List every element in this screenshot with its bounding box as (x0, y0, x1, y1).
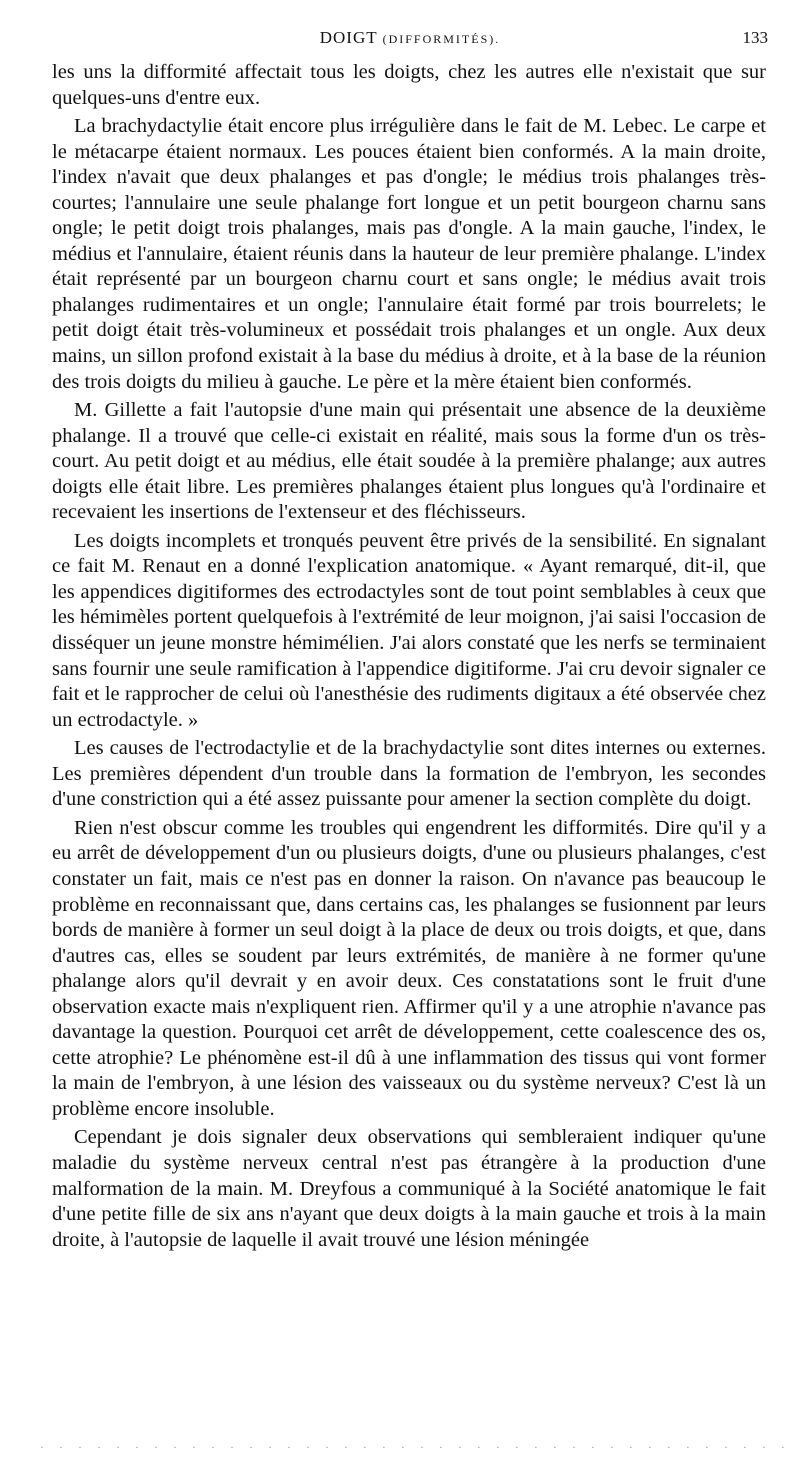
page-header (52, 28, 768, 58)
paragraph-4: Les doigts incomplets et tronqués peuvent être privés de la sensibilité. En signalant ce fait M. Renaut en a donné l'explication anatomique. « Ayant remarqué, dit-il, que les appendices digitiformes des ectrodactyles sont de tout point semblables à ceux que les hémimèles portent quelquefois à l'extrémité de leur moignon, j'ai saisi l'occasion de disséquer un jeune monstre hémimélien. J'ai alors constaté que les nerfs se terminaient sans fournir une seule ramification à l'appendice digitiforme. J'ai cru devoir signaler ce fait et le rapprocher de celui où l'anesthésie des rudiments digitaux a été observée chez un ectrodactyle. » (52, 529, 766, 731)
paragraph-6: Rien n'est obscur comme les troubles qui engendrent les difformités. Dire qu'il y a eu arrêt de développement d'un ou plusieurs doigts, d'une ou plusieurs phalanges, c'est constater un fait, mais ce n'est pas en donner la raison. On n'avance pas beaucoup le problème en reconnaissant que, dans certains cas, les phalanges se fusionnent par leurs bords de manière à former un seul doigt à la place de deux ou trois doigts, et que, dans d'autres cas, elles se soudent par leurs extrémités, de manière à ne former qu'une phalange alors qu'il devrait y en avoir deux. Ces constatations sont le fruit d'une observation exacte mais n'expliquent rien. Affirmer qu'il y a une atrophie n'avance pas davantage la question. Pourquoi cet arrêt de développement, cette coalescence des os, cette atrophie? Le phénomène est-il dû à une inflammation des tissus qui vont former la main de l'embryon, à une lésion des vaisseaux ou du système nerveux? C'est là un problème encore insoluble. (52, 816, 766, 1120)
paragraph-3: M. Gillette a fait l'autopsie d'une main qui présentait une absence de la deuxième phalange. Il a trouvé que celle-ci existait en réalité, mais sous la forme d'un os très-court. Au petit doigt et au médius, elle était soudée à la première phalange; aux autres doigts elle était libre. Les premières phalanges étaient plus longues qu'à l'ordinaire et recevaient les insertions de l'extenseur et des fléchisseurs. (52, 399, 766, 524)
running-head-subtitle: (DIFFORMITÉS). (382, 32, 501, 46)
paragraph-2: La brachydactylie était encore plus irrégulière dans le fait de M. Lebec. Le carpe et le métacarpe étaient normaux. Les pouces étaient bien conformés. A la main droite, l'index n'avait que deux phalanges et pas d'ongle; le médius trois phalanges très-courtes; l'annulaire une seule phalange fort longue et un petit bourgeon charnu sans ongle; le petit doigt trois phalanges, mais pas d'ongle. A la main gauche, l'index, le médius et l'annulaire, étaient réunis dans la hauteur de leur première phalange. L'index était représenté par un bourgeon charnu court et sans ongle; le médius avait trois phalanges rudimentaires et un ongle; l'annulaire était formé par trois bourrelets; le petit doigt était très-volumineux et possédait trois phalanges et un ongle. Aux deux mains, un sillon profond existait à la base du médius à droite, et à la base de la réunion des trois doigts du milieu à gauche. Le père et la mère étaient bien conformés. (52, 115, 766, 393)
page-number: 133 (742, 28, 768, 47)
scan-artifact-dots: · · · · · · · · · · · · · · · · · · · · · · · · · · · · · · · · · · · · · · · · (40, 1440, 791, 1454)
paragraph-5: Les causes de l'ectrodactylie et de la brachydactylie sont dites internes ou externes. Les premières dépendent d'un trouble dans la formation de l'embryon, les secondes d'une constriction qui a été assez puissante pour amener la section complète du doigt. (52, 737, 766, 811)
paragraph-1: les uns la difformité affectait tous les doigts, chez les autres elle n'existait que sur quelques-uns d'entre eux. (52, 61, 766, 109)
running-head-title: DOIGT (319, 28, 378, 47)
paragraph-7: Cependant je dois signaler deux observations qui sembleraient indiquer qu'une maladie du système nerveux central n'est pas étrangère à la production d'une malformation de la main. M. Dreyfous a communiqué à la Société anatomique le fait d'une petite fille de six ans n'ayant que deux doigts à la main gauche et trois à la main droite, à l'autopsie de laquelle il avait trouvé une lésion méningée (52, 1126, 766, 1251)
running-head (52, 28, 768, 48)
body-text (52, 60, 766, 1253)
